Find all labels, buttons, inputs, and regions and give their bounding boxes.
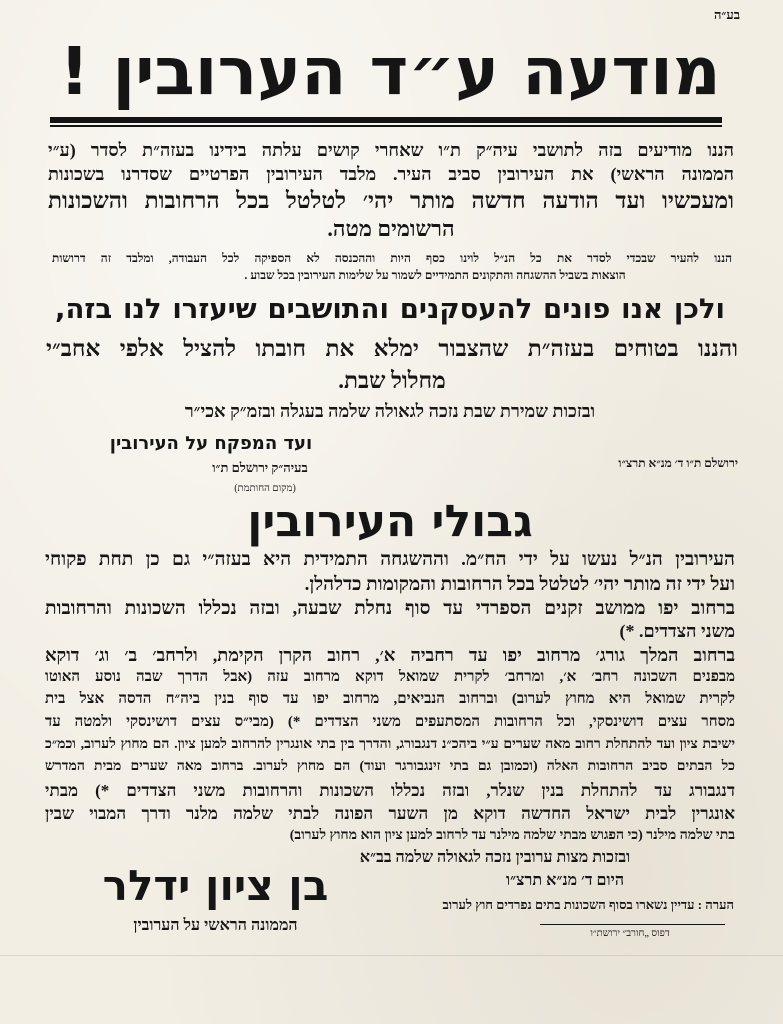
boundaries-line: בתי שלמה מילנר (כי הפגוש מבתי שלמה מילנר עד לרחוב למען ציון הוא מחוץ לערוב): [289, 828, 735, 843]
remark-note: הערה : עדיין נשארו בסוף השכונות בתים נפרדים חוץ לערוב: [442, 898, 734, 912]
boundaries-title: גבולי העירובין: [247, 496, 533, 547]
committee-name: ועד המפקח על העירובין: [109, 434, 313, 454]
expenses-note-line: הננו להעיר שבכדי לסדר את כל הנ״ל לוינו כסף היות וההכנסה לא הספיקה לכל העבודה, ומלבד זה דרושות: [52, 252, 732, 265]
title-rule-thick: [50, 117, 722, 123]
poster-title: מודעה ע״ד הערובין !: [59, 33, 721, 110]
boundaries-line: משני הצדדים. *): [619, 621, 735, 641]
sabbath-blessing: ובזכות שמירת שבת נזכה לגאולה שלמה בעגלה ובזמ״ק אכי״ר: [184, 401, 596, 421]
boundaries-line: אונגרין לבית ישראל החדשה דוקא מן השער הפונה לבתי שלמה מלנר ודרך המבוי שבין: [45, 804, 735, 823]
signer-name: בן ציון ידלר: [102, 861, 329, 910]
boundaries-line: ברחוב יפו ממושב זקנים הספרדי עד סוף נחלת שבעה, ובזה נכללו השכונות והרחובות: [45, 598, 735, 619]
signer-title: הממונה הראשי על הערובין: [133, 917, 298, 934]
closing-date: היום ד׳ מנ״א תרצ״ו: [505, 872, 625, 889]
expenses-note-line: הוצאות בשביל ההשגחה והתקונים התמידיים לשמור על שלימות העירובין בכל שבוע .: [244, 269, 626, 282]
appeal-headline: ולכן אנו פונים להעסקנים והתושבים שיעזרו לנו בזה,: [55, 294, 725, 325]
printer-rule: [540, 924, 725, 925]
boundaries-line: כל הבתים סביב הרחובות האלה (וכמובן גם בתי זינגבורגר ועוד) הם מחוץ לערוב. ברחוב מאה שערים מבית המדרש: [45, 759, 735, 774]
boundaries-line: העירובין הנ״ל נעשו על ידי הח״מ. וההשגחה התמידית היא בעזה״י גם כן תחת פקוחי: [45, 549, 735, 570]
boundaries-line: ועל ידי זה מותר יהי׳ לטלטל בכל הרחובות והמקומות כדלהלן.: [304, 574, 735, 595]
date-top: ירושלם ת״ו ד׳ מנ״א תרצ״ו: [618, 457, 738, 470]
paper-fold-line: [0, 955, 783, 956]
boundaries-line: מבפנים השכונה רחב׳ א׳, ומרחב׳ לקרית שמואל דוקא מרחוב עזה (אבל הדרך שבה נוסע האוטו: [45, 669, 735, 685]
title-rule-thin: [50, 125, 722, 127]
appeal-line: והננו בטוחים בעזה״ת שהצבור ימלא את חובתו להציל אלפי אחב״י: [46, 336, 738, 361]
announcement-line: הננו מודיעים בזה לתושבי עיה״ק ת״ו שאחרי קושים עלתה בידינו בעזה״ת לסדר (ע״י: [48, 140, 734, 160]
announcement-line: ומעכשיו ועד הודעה חדשה מותר יהי׳ לטלטל בכל הרחובות והשכונות: [48, 188, 734, 213]
announcement-line: הרשומים מטה.: [327, 216, 455, 241]
boundaries-line: מסחר עצים דושינסקי, וכל הרחובות המסתעפים משני הצדדים *) (מבי״ס עצים דושינסקי ולמטה עד: [45, 714, 735, 730]
bh-abbreviation: בע״ה: [713, 8, 740, 22]
appeal-line: מחלול שבת.: [338, 368, 446, 393]
boundaries-line: ישיבת ציון ועד להתחלת רחוב מאה שערים ע״י ביהכ״נ דנגבורג, והדרך בין בתי אונגרין להרחוב למען ציון. הם מחוץ לערוב, וכמ״כ: [45, 737, 735, 752]
announcement-line: הממונה הראשי) את העירובין סביב העיר. מלבד העירובין הפרטיים שסדרנו בשכונות: [48, 164, 734, 184]
printer-credit: דפוס „חורב״ ירושת״ו: [590, 928, 670, 939]
eruv-blessing: ובזכות מצות ערובין נזכה לגאולה שלמה בב״א: [359, 849, 631, 866]
boundaries-line: לקרית שמואל היא מחוץ לערוב) וברחוב הנביאים, מרחוב יפו עד סוף בנין ביה״ח הדסה אצל בית: [45, 691, 735, 707]
committee-place: בעיה״ק ירושלם ת״ו: [212, 461, 308, 475]
boundaries-line: ברחוב המלך גורג׳ מרחוב יפו עד רחביה א׳, רחוב הקרן הקימת, ולרחב׳ ב׳ וג׳ דוקא: [45, 645, 735, 665]
boundaries-line: דנגבורג עד להתחלת בנין שנלר, ובזה נכללו השכונות והרחובות משני הצדדים *) מבתי: [45, 781, 735, 800]
stamp-placeholder: (מקום החותמת): [234, 483, 296, 494]
